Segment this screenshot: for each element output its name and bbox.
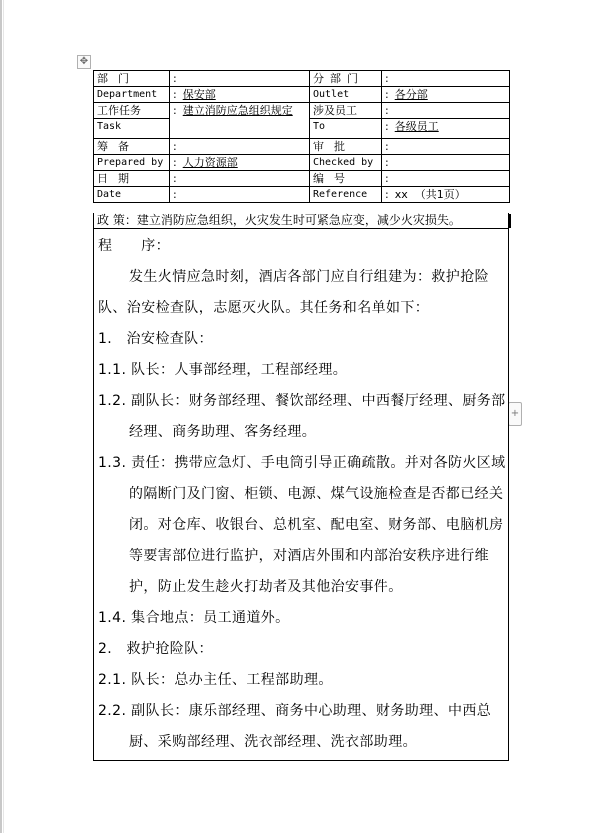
task-label: 工作任务 (94, 103, 170, 119)
date-label: 日期 (94, 171, 170, 187)
outlet-value-cell[interactable]: : 各分部 (382, 87, 510, 103)
section-1-1: 1.1. 队长：人事部经理，工程部经理。 (98, 362, 348, 378)
planned-label: 筹备 (94, 139, 170, 155)
to-value-cell[interactable]: : 各级员工 (382, 119, 510, 139)
header-form-table (93, 70, 510, 203)
window-left-border (0, 0, 2, 833)
section-2-title: 2. 救护抢险队： (98, 641, 213, 657)
reference-en-label: Reference (310, 187, 382, 203)
procedure-intro: 发生火情应急时刻，酒店各部门应自行组建为：救护抢险队、治安检查队，志愿灭火队。其任务和名单如下： (98, 269, 489, 316)
sub-department-value-cell[interactable]: : (382, 71, 510, 87)
table-resize-handle-icon[interactable]: + (508, 402, 522, 426)
date-value-cell[interactable]: : (170, 171, 310, 187)
task-value-cell[interactable]: : 建立消防应急组织规定 (170, 103, 310, 139)
section-1-3: 1.3. 责任：携带应急灯、手电筒引导正确疏散。并对各防火区域的隔断门及门窗、柜锁、电源、煤气设施检查是否都已经关闭。对仓库、收银台、总机室、配电室、财务部、电脑机房等要害部位进行监护，对酒店外围和内部治安秩序进行维护，防止发生趁火打劫者及其他治安事件。 (98, 455, 506, 595)
form-row-department (94, 71, 510, 87)
staff-value-cell[interactable]: : (382, 103, 510, 119)
checked-en-label: Checked by (310, 155, 382, 171)
department-label: 部门 (94, 71, 170, 87)
section-1-title: 1. 治安检查队： (98, 331, 213, 347)
department-value-cell[interactable]: : (170, 71, 310, 87)
table-move-handle-icon[interactable]: ✥ (77, 55, 91, 69)
section-2-2: 2.2. 副队长：康乐部经理、商务中心助理、财务助理、中西总厨、采购部经理、洗衣部经理、洗衣部助理。 (98, 703, 492, 750)
form-row-prepared (94, 155, 510, 171)
prepared-value-cell[interactable]: : 人力资源部 (170, 155, 310, 171)
form-row-task (94, 103, 510, 119)
procedure-content (98, 231, 506, 758)
sub-department-label: 分部门 (310, 71, 382, 87)
page-edge (3, 0, 4, 833)
form-row-date (94, 171, 510, 187)
form-row-department-en (94, 87, 510, 103)
prepared-en-label: Prepared by (94, 155, 170, 171)
to-en-label: To (310, 119, 382, 139)
approved-value-cell[interactable]: : (382, 139, 510, 155)
department-en-value-cell[interactable]: : 保安部 (170, 87, 310, 103)
checked-value-cell[interactable]: : (382, 155, 510, 171)
date-en-label: Date (94, 187, 170, 203)
planned-value-cell[interactable]: : (170, 139, 310, 155)
department-en-label: Department (94, 87, 170, 103)
policy-statement: 政 策：建立消防应急组织，火灾发生时可紧急应变，减少火灾损失。 (93, 213, 509, 229)
number-value-cell[interactable]: : (382, 171, 510, 187)
text-cursor-mark (508, 214, 511, 228)
section-1-4: 1.4. 集合地点：员工通道外。 (98, 610, 290, 626)
date-en-value-cell[interactable]: : (170, 187, 310, 203)
number-label: 编号 (310, 171, 382, 187)
outlet-en-label: Outlet (310, 87, 382, 103)
reference-value-cell[interactable]: : xx （共1页） (382, 187, 510, 203)
task-en-label: Task (94, 119, 170, 139)
form-row-date-en (94, 187, 510, 203)
approved-label: 审批 (310, 139, 382, 155)
staff-label: 涉及员工 (310, 103, 382, 119)
section-2-1: 2.1. 队长：总办主任、工程部助理。 (98, 672, 333, 688)
form-row-planned (94, 139, 510, 155)
procedure-heading: 程 序： (98, 238, 170, 254)
section-1-2: 1.2. 副队长：财务部经理、餐饮部经理、中西餐厅经理、厨务部经理、商务助理、客务经理。 (98, 393, 506, 440)
